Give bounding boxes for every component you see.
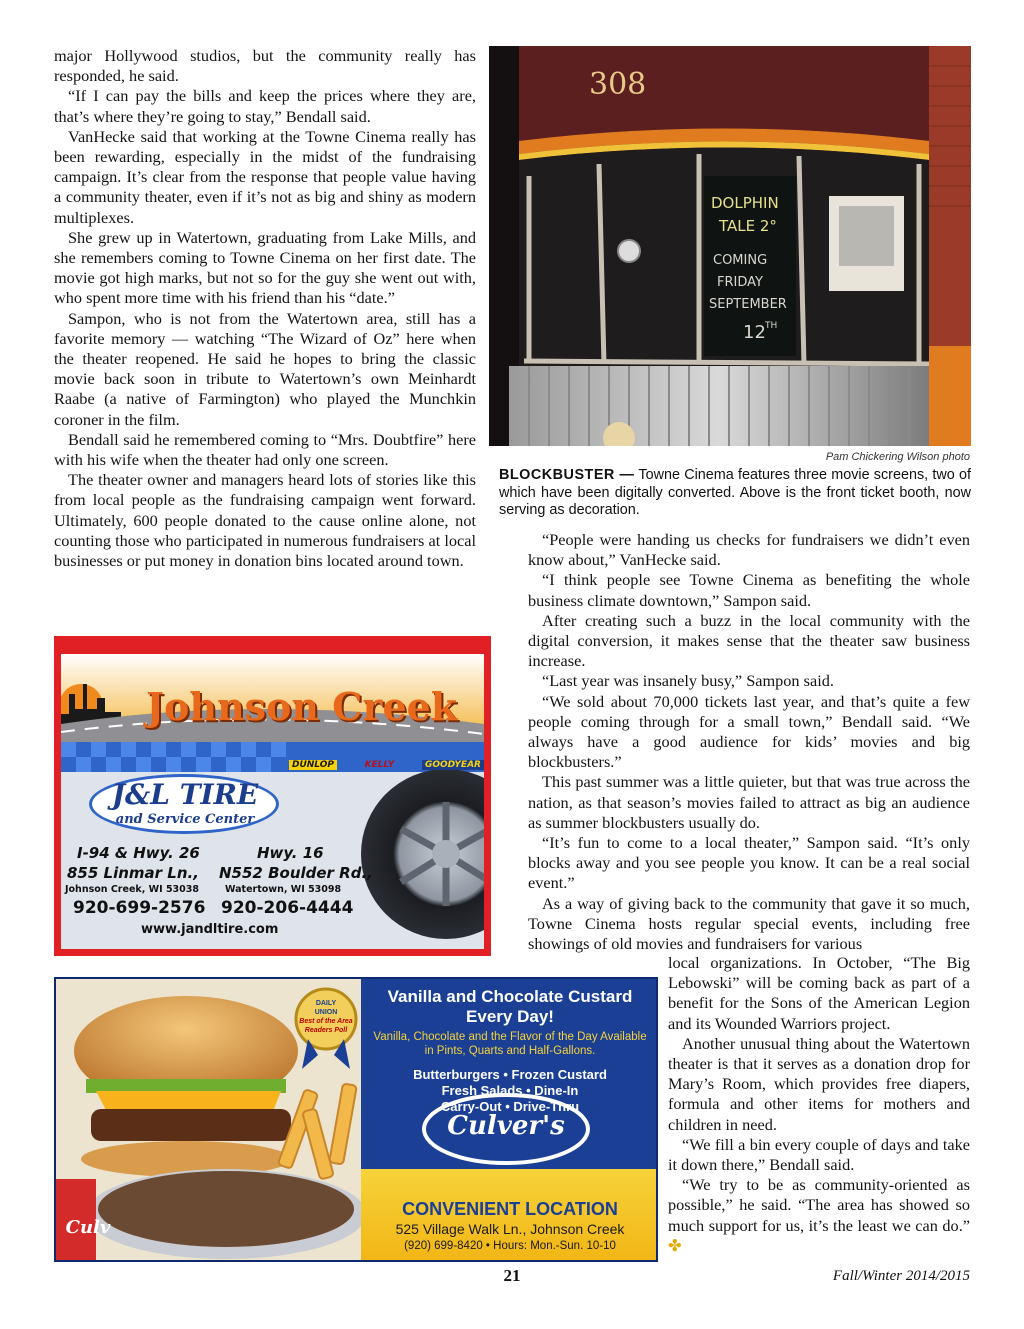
culvers-address: 525 Village Walk Ln., Johnson Creek: [395, 1221, 625, 1237]
end-of-story-icon: ✤: [668, 1235, 682, 1255]
cup-logo: Culv: [65, 1217, 111, 1238]
town-name: Johnson Creek: [146, 684, 458, 729]
article-paragraph: “We fill a bin every couple of days and take it down there,” Bendall said.: [668, 1134, 970, 1175]
article-paragraph: As a way of giving back to the community that gave it so much, Towne Cinema hosts regular special events, including free showings of old movies and fundraisers for various: [528, 893, 970, 954]
location-2-city: Watertown, WI 53098: [225, 884, 342, 895]
ticket-booth-photo: [489, 46, 971, 446]
svg-text:SEPTEMBER: SEPTEMBER: [709, 297, 787, 312]
svg-text:FRIDAY: FRIDAY: [717, 275, 763, 290]
page-number: 21: [503, 1266, 521, 1285]
article-paragraph: “I think people see Towne Cinema as benefiting the whole business climate downtown,” Sampon said.: [528, 570, 970, 610]
culvers-ad: [54, 977, 658, 1262]
article-paragraph: major Hollywood studios, but the community really has responded, he said.: [54, 46, 476, 86]
article-paragraph: Sampon, who is not from the Watertown area, still has a favorite memory — watching “The Wizard of Oz” here when the theater reopened. He said he hopes to bring the classic movie back soon in tribute to Watertown’s own Meinhardt Raabe (a native of Farmington) who played the Munchkin coroner in the film.: [54, 308, 476, 429]
culvers-features: [368, 1067, 652, 1115]
article-left-column: [54, 46, 476, 571]
location-2-phone: 920-206-4444: [221, 898, 354, 918]
article-paragraph: VanHecke said that working at the Towne Cinema really has been rewarding, especially in the midst of the fundraising campaign. It’s clear from the response that people value having a community theater, even if it’s not as big and shiny as modern multiplexes.: [54, 126, 476, 227]
location-1-street: 855 Linmar Ln.,: [67, 864, 199, 882]
article-paragraph: This past summer was a little quieter, but that was true across the nation, as that season’s movies failed to attract as big an audience as summer blockbusters usually do.: [528, 772, 970, 832]
article-right-column-lower: [668, 953, 970, 1256]
building-number: 308: [589, 67, 647, 102]
caption-lead: BLOCKBUSTER —: [499, 467, 635, 483]
svg-text:12: 12: [743, 322, 766, 343]
article-paragraph: “It’s fun to come to a local theater,” Sampon said. “It’s only blocks away and you see people you know. It can be a real social event.”: [528, 833, 970, 893]
issue-label: Fall/Winter 2014/2015: [832, 1268, 970, 1284]
caption-text: Towne Cinema features three movie screens, two of which have been digitally converted. Above is the front ticket booth, now serving as decoration.: [499, 467, 971, 518]
culvers-logo: Culver's: [447, 1111, 565, 1141]
culvers-subhead: Vanilla, Chocolate and the Flavor of the Day Available in Pints, Quarts and Half-Gallons.: [373, 1031, 647, 1057]
culvers-phone-hours: (920) 699-8420 • Hours: Mon.-Sun. 10-10: [404, 1240, 616, 1252]
location-title: CONVENIENT LOCATION: [402, 1199, 618, 1219]
article-paragraph: Another unusual thing about the Watertown theater is that it serves as a donation drop for Mary’s Room, which provides free diapers, formula and other items for mothers and children in need.: [668, 1033, 970, 1134]
culvers-headline: Vanilla and Chocolate Custard Every Day!: [387, 987, 633, 1026]
feature-line: Butterburgers • Frozen Custard: [413, 1067, 607, 1082]
dunlop-logo: DUNLOP: [289, 760, 337, 770]
article-paragraph: “If I can pay the bills and keep the prices where they are, that’s where they’re going to stay,” Bendall said.: [54, 86, 476, 126]
svg-text:COMING: COMING: [713, 253, 768, 268]
location-1-highway: I-94 & Hwy. 26: [77, 844, 200, 862]
svg-text:TALE 2°: TALE 2°: [719, 217, 777, 235]
goodyear-logo: GOODYEAR: [422, 760, 484, 770]
article-paragraph: “People were handing us checks for fundraisers we didn’t even know about,” VanHecke said.: [528, 530, 970, 570]
location-2-highway: Hwy. 16: [257, 844, 324, 862]
ticket-booth-illustration: [489, 46, 971, 446]
location-1-phone: 920-699-2576: [73, 898, 206, 918]
article-paragraph: local organizations. In October, “The Big Lebowski” will be coming back as part of a benefit for the Sons of the American Legion and its Wounded Warriors project.: [668, 953, 970, 1033]
jl-tire-ad: [54, 636, 491, 956]
article-paragraph: After creating such a buzz in the local community with the digital conversion, it makes sense that the theater saw business increase.: [528, 610, 970, 671]
jl-tire-tagline: and Service Center: [115, 812, 255, 827]
photo-caption: [499, 467, 971, 520]
kelly-logo: KELLY: [364, 760, 395, 770]
jl-tire-brand: J&L TIRE: [111, 778, 259, 811]
location-2-street: N552 Boulder Rd.,: [219, 864, 373, 882]
article-paragraph: “Last year was insanely busy,” Sampon said.: [542, 671, 834, 691]
feature-line: Carry-Out • Drive-Thru: [440, 1099, 580, 1114]
article-paragraph: Bendall said he remembered coming to “Mrs. Doubtfire” here with his wife when the theater had only one screen.: [54, 429, 476, 470]
jl-website: www.jandltire.com: [141, 922, 279, 937]
article-paragraph: She grew up in Watertown, graduating from Lake Mills, and she remembers coming to Towne Cinema on her first date. The movie got high marks, but not so for the guy she went out with, who spent more time with his friend than his “date.”: [54, 227, 476, 308]
location-1-city: Johnson Creek, WI 53038: [65, 884, 199, 895]
article-right-column: [528, 530, 970, 954]
tire-brand-logos: [289, 760, 484, 770]
article-paragraph: “We try to be as community-oriented as possible,” he said. “The area has showed so much support for us, it’s the least we can do.” ✤: [668, 1175, 970, 1255]
svg-text:DOLPHIN: DOLPHIN: [711, 194, 779, 212]
article-paragraph: “We sold about 70,000 tickets last year, and that’s quite a few people coming through for a small town,” Bendall said. “We always have a good audience for kids’ movies and big blockbusters.”: [528, 691, 970, 772]
award-badge: DAILY UNION Best of the Area Readers Poll: [299, 1000, 353, 1034]
feature-line: Fresh Salads • Dine-In: [441, 1083, 579, 1098]
article-paragraph: The theater owner and managers heard lots of stories like this from local people as the fundraising campaign went forward. Ultimately, 600 people donated to the cause online alone, not counting those who participated in numerous fundraisers at local businesses or put money in donation bins located around town.: [54, 470, 476, 571]
photo-credit: Pam Chickering Wilson photo: [825, 451, 970, 463]
svg-text:TH: TH: [765, 321, 778, 331]
